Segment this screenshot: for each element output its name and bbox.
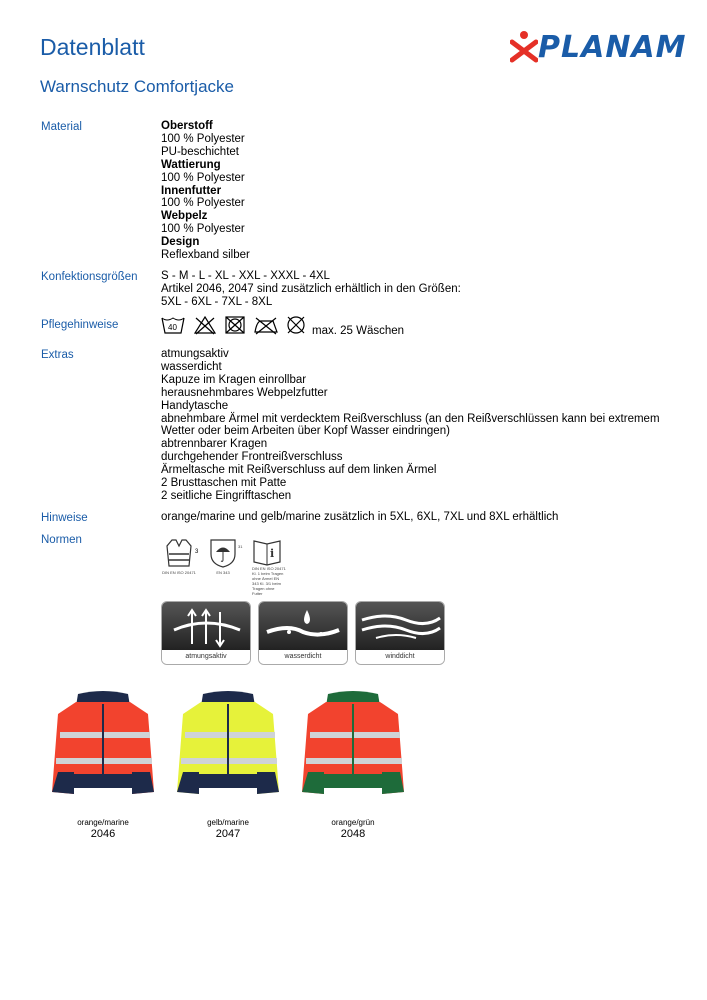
windproof-icon	[356, 602, 444, 650]
material-heading: Webpelz	[161, 210, 208, 223]
norm-icons	[162, 538, 292, 598]
material-line: PU-beschichtet	[161, 145, 239, 158]
material-label: Material	[41, 121, 82, 133]
extras-line: 2 Brusttaschen mit Patte	[161, 477, 287, 490]
material-heading: Innenfutter	[161, 184, 222, 197]
no-dryclean-icon	[284, 315, 308, 335]
wash-40-icon	[161, 315, 185, 335]
hi-vis-caption: DIN EN ISO 20471	[162, 570, 196, 575]
extras-line: wasserdicht	[161, 360, 222, 373]
no-iron-icon	[253, 315, 279, 335]
logo-figure-icon	[510, 30, 538, 64]
sizes-line: S - M - L - XL - XXL - XXXL - 4XL	[161, 270, 330, 282]
sizes-label: Konfektionsgrößen	[41, 271, 138, 283]
jacket-image	[298, 688, 408, 800]
variant-number: 2046	[90, 828, 116, 840]
no-bleach-icon	[193, 315, 217, 335]
material-heading: Wattierung	[161, 158, 221, 171]
page-title: Datenblatt	[40, 34, 145, 60]
hi-vis-vest-icon	[164, 538, 194, 568]
jacket-image	[173, 688, 283, 800]
info-book-icon	[252, 538, 282, 566]
info-caption: DIN EN ISO 20471 Kl. 1 beim Tragen ohne Ärmel EN 343 Kl. 3/1 beim Tragen ohne Futter	[252, 566, 286, 596]
extras-label: Extras	[41, 349, 74, 361]
extras-list	[161, 348, 660, 503]
rain-protection-caption: EN 343	[216, 570, 230, 575]
badge-label: wasserdicht	[259, 650, 347, 664]
svg-text:i: i	[270, 547, 275, 560]
material-line: 100 % Polyester	[161, 132, 245, 145]
variant-color: orange/marine	[77, 818, 129, 827]
extras-line: Ärmeltasche mit Reißverschluss auf dem linken Ärmel	[161, 464, 437, 477]
extras-line: abtrennbarer Kragen	[161, 438, 268, 451]
material-heading: Design	[161, 236, 200, 249]
variant-number: 2048	[340, 828, 366, 840]
extras-line: Kapuze im Kragen einrollbar	[161, 373, 307, 386]
rain-protection-class: 31	[238, 544, 243, 549]
planam-logo	[510, 30, 687, 66]
extras-line: durchgehender Frontreißverschluss	[161, 451, 343, 464]
badge-label: atmungsaktiv	[162, 650, 250, 664]
variant-number: 2047	[215, 828, 241, 840]
rain-protection-icon	[208, 538, 238, 568]
extras-line: herausnehmbares Webpelzfutter	[161, 386, 328, 399]
variant-color: gelb/marine	[207, 818, 249, 827]
no-tumble-dry-icon	[223, 315, 247, 335]
wash-count: max. 25 Wäschen	[312, 325, 405, 337]
extras-line: 2 seitliche Eingrifftaschen	[161, 489, 292, 502]
sizes-list	[161, 270, 461, 309]
variant-color: orange/grün	[331, 818, 375, 827]
waterproof-icon	[259, 602, 347, 650]
care-label: Pflegehinweise	[41, 319, 119, 331]
badge-windproof	[355, 601, 445, 665]
sizes-line: 5XL - 6XL - 7XL - 8XL	[161, 295, 273, 308]
material-line: 100 % Polyester	[161, 171, 245, 184]
svg-text:40: 40	[168, 323, 177, 332]
extras-line: Wetter oder beim Arbeiten über Kopf Wasser eindringen)	[161, 425, 450, 438]
hints-label: Hinweise	[41, 512, 88, 524]
material-line: 100 % Polyester	[161, 223, 245, 236]
extras-line: abnehmbare Ärmel mit verdecktem Reißverschluss (an den Reißverschlüssen kann bei extremem	[161, 412, 660, 425]
extras-line: atmungsaktiv	[161, 348, 229, 360]
hi-vis-class: 3	[195, 549, 199, 555]
badge-waterproof	[258, 601, 348, 665]
sizes-line: Artikel 2046, 2047 sind zusätzlich erhältlich in den Größen:	[161, 282, 461, 295]
material-heading: Oberstoff	[161, 120, 213, 132]
breathable-icon	[162, 602, 250, 650]
extras-line: Handytasche	[161, 399, 229, 412]
material-list	[161, 120, 250, 262]
jacket-image	[48, 688, 158, 800]
hints-text: orange/marine und gelb/marine zusätzlich in 5XL, 6XL, 7XL und 8XL erhältlich	[161, 511, 559, 523]
product-name: Warnschutz Comfortjacke	[40, 77, 234, 96]
material-line: 100 % Polyester	[161, 197, 245, 210]
logo-wordmark: PLANAM	[538, 30, 687, 65]
material-line: Reflexband silber	[161, 249, 250, 262]
norms-label: Normen	[41, 534, 82, 546]
badge-label: winddicht	[356, 650, 444, 664]
badge-breathable	[161, 601, 251, 665]
